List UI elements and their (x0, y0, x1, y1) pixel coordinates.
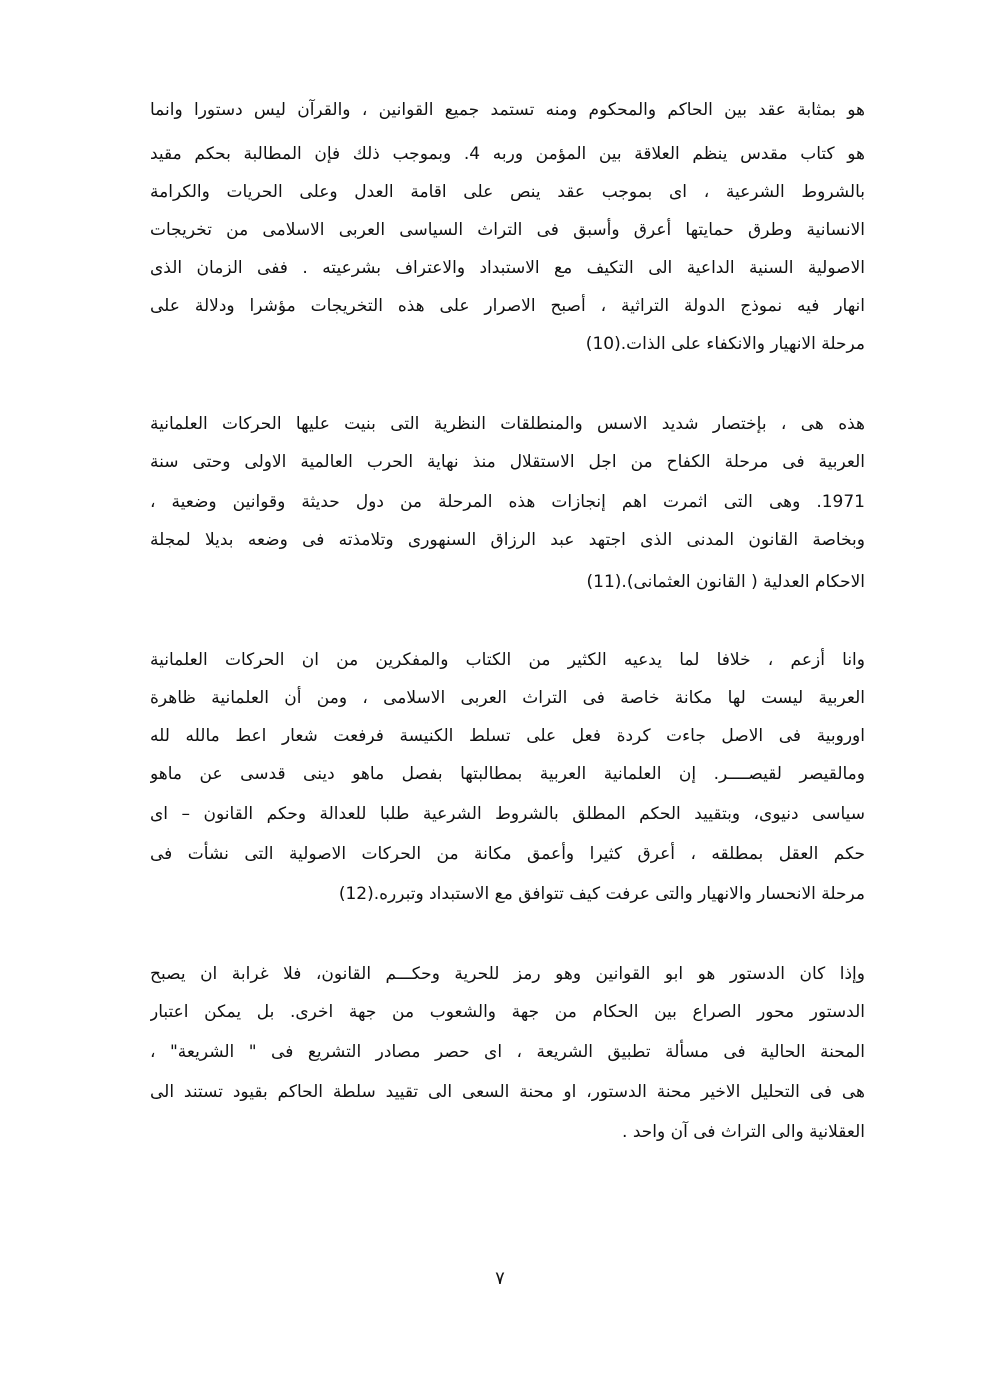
paragraph-1-line-2: هو كتاب مقدس ينظم العلاقة بين المؤمن وربه 4. وبموجب ذلك فإن المطالبة بحكم مقيد (150, 144, 865, 164)
paragraph-4-line-3: المحنة الحالية فى مسألة تطبيق الشريعة ، اى حصر مصادر التشريع فى " الشريعة" ، (150, 1042, 865, 1062)
paragraph-1-line-4: الانسانية وطرق حمايتها أعرق وأسبق فى التراث السياسى العربى الاسلامى من تخريجات (150, 220, 865, 240)
paragraph-2-line-4: وبخاصة القانون المدنى الذى اجتهد عبد الرزاق السنهورى وتلامذته فى وضعه بديلا لمجلة (150, 530, 865, 550)
paragraph-3-line-2: العربية ليست لها مكانة خاصة فى التراث العربى الاسلامى ، ومن أن العلمانية ظاهرة (150, 688, 865, 708)
paragraph-4-line-1: وإذا كان الدستور هو ابو القوانين وهو رمز للحرية وحكـــم القانون، فلا غرابة ان يصبح (150, 964, 865, 984)
paragraph-1-line-3: بالشروط الشرعية ، اى بموجب عقد ينص على اقامة العدل وعلى الحريات والكرامة (150, 182, 865, 202)
paragraph-1-line-6: انهار فيه نموذج الدولة التراثية ، أصبح الاصرار على هذه التخريجات مؤشرا ودلالة على (150, 296, 865, 316)
paragraph-4-line-2: الدستور محور الصراع بين الحكام من جهة والشعوب من جهة اخرى. بل يمكن اعتبار (150, 1002, 865, 1022)
page-number: ٧ (495, 1268, 505, 1289)
paragraph-1-line-5: الاصولية السنية الداعية الى التكيف مع الاستبداد والاعتراف بشرعيته . ففى الزمان الذى (150, 258, 865, 278)
paragraph-4-line-4: هى فى التحليل الاخير محنة الدستور، او محنة السعى الى تقييد سلطة الحاكم بقيود تستند الى (150, 1082, 865, 1102)
paragraph-3-line-3: اوروبية فى الاصل جاءت كردة فعل على تسلط الكنيسة فرفعت شعار اعط مالله لله (150, 726, 865, 746)
paragraph-4-line-5: العقلانية والى التراث فى آن واحد . (622, 1122, 865, 1142)
paragraph-3-line-7: مرحلة الانحسار والانهيار والتى عرفت كيف تتوافق مع الاستبداد وتبرره.(12) (338, 884, 865, 904)
paragraph-3-line-4: ومالقيصر لقيصــــر. إن العلمانية العربية بمطالبتها بفصل ماهو دينى قدسى عن ماهو (150, 764, 865, 784)
paragraph-2-line-1: هذه هى ، بإختصار شديد الاسس والمنطلقات النظرية التى بنيت عليها الحركات العلمانية (150, 414, 865, 434)
paragraph-3-line-5: سياسى دنيوى، وبتقييد الحكم المطلق بالشروط الشرعية طلبا للعدالة وحكم القانون – اى (150, 804, 865, 824)
paragraph-1-line-7: مرحلة الانهيار والانكفاء على الذات.(10) (585, 334, 865, 354)
paragraph-3-line-6: حكم العقل بمطلقه ، أعرق كثيرا وأعمق مكانة من الحركات الاصولية التى نشأت فى (150, 844, 865, 864)
paragraph-2-line-2: العربية فى مرحلة الكفاح من اجل الاستقلال منذ نهاية الحرب العالمية الاولى وحتى سنة (150, 452, 865, 472)
paragraph-1-line-1: هو بمثابة عقد بين الحاكم والمحكوم ومنه تستمد جميع القوانين ، والقرآن ليس دستورا وانما (150, 100, 865, 120)
paragraph-2-line-3: 1971. وهى التى اثمرت اهم إنجازات هذه المرحلة من دول حديثة وقوانين وضعية ، (150, 492, 865, 512)
paragraph-3-line-1: وانا أزعم ، خلافا لما يدعيه الكثير من الكتاب والمفكرين من ان الحركات العلمانية (150, 650, 865, 670)
paragraph-2-line-5: الاحكام العدلية ( القانون العثمانى).(11) (586, 572, 865, 592)
